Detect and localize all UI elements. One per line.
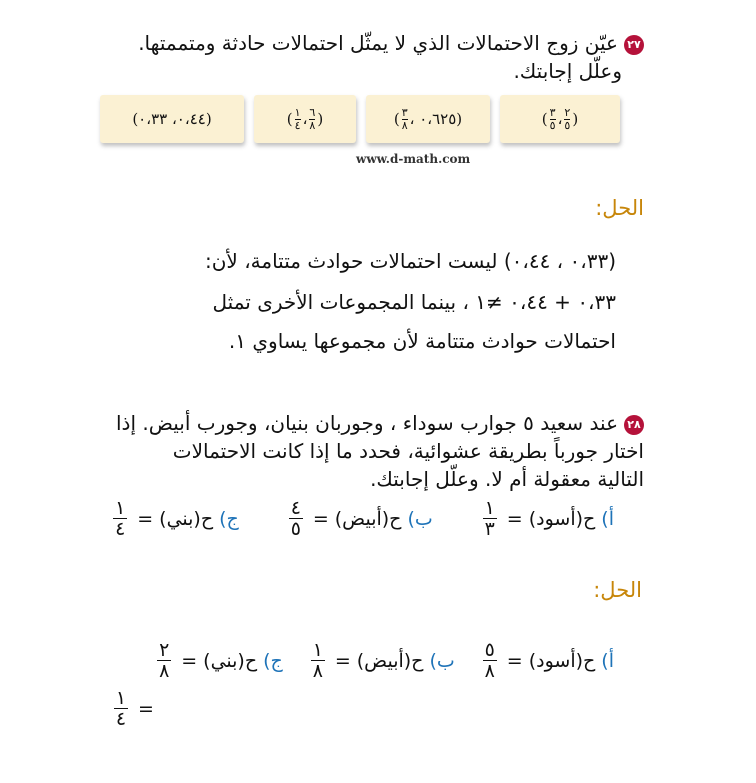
q28-parts-row: أ) ح(أسود) = $\frac{١}{٣}$ ب) ح(أبيض) = $\frac{٤}{٥}$ ج) ح(بني) = $\frac{١}{٤}$ — [115, 497, 614, 540]
q28-line-2: اختار جورباً بطريقة عشوائية، فحدد ما إذا كانت الاحتمالات — [172, 439, 644, 463]
q27-solution-line-2: ٠،٣٣ + ٠،٤٤ ≠١ ، بينما المجموعات الأخرى تمثل — [212, 290, 616, 314]
q28-solution-extra: = $\frac{١}{٤}$ — [115, 687, 154, 730]
q28-line-1: ٢٨عند سعيد ٥ جوارب سوداء ، وجوربان بنيان، وجورب أبيض. إذا — [4, 410, 644, 436]
option-card-1: ( $\frac{٣}{٥}$ ، $\frac{٢}{٥}$ ) — [500, 95, 620, 143]
q27-number-badge: ٢٧ — [624, 35, 644, 55]
q27-line1: عيّن زوج الاحتمالات الذي لا يمثّل احتمالات حادثة ومتممتها. — [138, 31, 618, 55]
q27-line2: وعلّل إجابتك. — [513, 59, 622, 83]
q28-part-c-label: ج) — [219, 507, 239, 530]
q28-number-badge: ٢٨ — [624, 415, 644, 435]
option-card-4: (٠،٤٤، ٠،٣٣) — [100, 95, 244, 143]
option-card-3: ( $\frac{١}{٤}$ ، $\frac{٦}{٨}$ ) — [254, 95, 356, 143]
card1-frac-a: $\frac{٣}{٥}$ — [549, 105, 556, 132]
q28-part-c-frac: $\frac{١}{٤}$ — [115, 497, 126, 540]
q28-part-a-frac: $\frac{١}{٣}$ — [484, 497, 495, 540]
card1-frac-b: $\frac{٢}{٥}$ — [564, 105, 571, 132]
q28-part-a-label: أ) — [601, 507, 614, 530]
q28-line-3: التالية معقولة أم لا. وعلّل إجابتك. — [370, 467, 644, 491]
q28-sol-extra-frac: $\frac{١}{٤}$ — [115, 687, 127, 730]
q27-solution-line-1: (٠،٣٣ ، ٠،٤٤) ليست احتمالات حوادث متتامة، لأن: — [205, 249, 616, 273]
q28-sol-a-frac: $\frac{٥}{٨}$ — [484, 639, 495, 682]
q28-solution-row: أ) ح(أسود) = $\frac{٥}{٨}$ ب) ح(أبيض) = $\frac{١}{٨}$ ج) ح(بني) = $\frac{٢}{٨}$ — [159, 639, 614, 682]
q27-solution-label: الحل: — [595, 196, 644, 220]
q28-sol-c-frac: $\frac{٢}{٨}$ — [159, 639, 170, 682]
q28-part-b-frac: $\frac{٤}{٥}$ — [290, 497, 301, 540]
q28-sol-b-frac: $\frac{١}{٨}$ — [312, 639, 323, 682]
card2-frac: $\frac{٣}{٨}$ — [401, 105, 408, 132]
option-card-2: ( $\frac{٣}{٨}$ ، ٠،٦٢٥ ) — [366, 95, 490, 143]
q28-solution-label: الحل: — [593, 578, 642, 602]
q27-prompt — [24, 30, 644, 56]
q28-part-b-label: ب) — [407, 507, 433, 530]
watermark: www.d-math.com — [356, 152, 471, 166]
q27-solution-line-3: احتمالات حوادث متتامة لأن مجموعها يساوي ١. — [228, 329, 616, 353]
